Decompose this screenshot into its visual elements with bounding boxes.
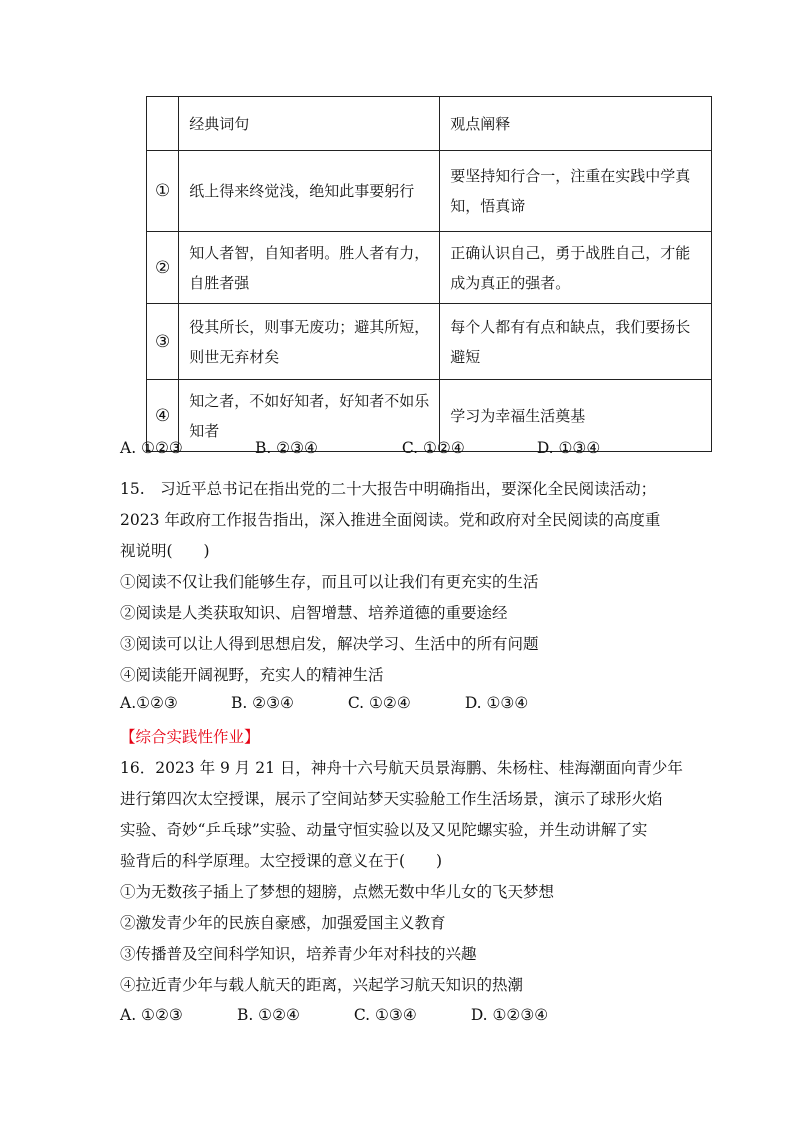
table-row [147,232,712,304]
table-row [147,304,712,380]
option-a[interactable]: A. ①②③ [120,1006,183,1024]
row-view: 每个人都有有点和缺点，我们要扬长避短 [440,304,712,380]
row-number: ② [147,232,179,304]
option-c[interactable]: C. ①②④ [401,439,465,457]
q16-statement: ④拉近青少年与载人航天的距离，兴起学习航天知识的热潮 [120,976,524,994]
row-quote: 知之者，不如好知者，好知者不如乐知者 [179,380,440,452]
q16-stem-line: 实验、奇妙“乒乓球”实验、动量守恒实验以及又见陀螺实验，并生动讲解了实 [120,821,648,839]
q15-options [120,694,528,712]
q15-statement: ①阅读不仅让我们能够生存，而且可以让我们有更充实的生活 [120,573,539,591]
q16-statement: ③传播普及空间科学知识，培养青少年对科技的兴趣 [120,945,477,963]
row-number: ① [147,151,179,232]
option-b[interactable]: B. ①②④ [236,1006,300,1024]
row-quote: 纸上得来终觉浅，绝知此事要躬行 [179,151,440,232]
option-d[interactable]: D. ①②③④ [470,1006,549,1024]
q16-stem-line: 16．2023 年 9 月 21 日，神舟十六号航天员景海鹏、朱杨柱、桂海潮面向青少年 [120,759,683,777]
q15-stem-line: 视说明( ) [120,542,210,560]
row-view: 要坚持知行合一，注重在实践中学真知，悟真谛 [440,151,712,232]
option-c[interactable]: C. ①③④ [353,1006,417,1024]
table-header-row [147,97,712,151]
option-b[interactable]: B. ②③④ [254,439,318,457]
q15-statement: ④阅读能开阔视野，充实人的精神生活 [120,666,384,684]
q15-stem-line: 15. 习近平总书记在指出党的二十大报告中明确指出，要深化全民阅读活动； [120,480,657,498]
table-header-blank [147,97,179,151]
table-header-view: 观点阐释 [440,97,712,151]
q16-statement: ②激发青少年的民族自豪感，加强爱国主义教育 [120,914,446,932]
option-d[interactable]: D. ①③④ [536,439,601,457]
option-b[interactable]: B. ②③④ [230,694,294,712]
row-view: 学习为幸福生活奠基 [440,380,712,452]
q16-statement: ①为无数孩子插上了梦想的翅膀，点燃无数中华儿女的飞天梦想 [120,883,555,901]
row-quote: 役其所长，则事无废功；避其所短，则世无弃材矣 [179,304,440,380]
option-a[interactable]: A. ①②③ [120,439,183,457]
q15-stem-line: 2023 年政府工作报告指出，深入推进全面阅读。党和政府对全民阅读的高度重 [120,511,661,529]
section-title: 【综合实践性作业】 [120,728,260,746]
row-view: 正确认识自己，勇于战胜自己，才能成为真正的强者。 [440,232,712,304]
q16-options [120,1006,548,1024]
option-a[interactable]: A.①②③ [120,694,178,712]
table-header-quote: 经典词句 [179,97,440,151]
row-quote: 知人者智，自知者明。胜人者有力，自胜者强 [179,232,440,304]
q16-stem-line: 验背后的科学原理。太空授课的意义在于( ) [120,852,443,870]
table-row [147,151,712,232]
row-number: ④ [147,380,179,452]
q15-statement: ②阅读是人类获取知识、启智增慧、培养道德的重要途经 [120,604,508,622]
q14-options [120,439,600,457]
q15-statement: ③阅读可以让人得到思想启发，解决学习、生活中的所有问题 [120,635,539,653]
row-number: ③ [147,304,179,380]
option-d[interactable]: D. ①③④ [464,694,529,712]
option-c[interactable]: C. ①②④ [347,694,411,712]
quote-table [146,96,712,452]
q16-stem-line: 进行第四次太空授课，展示了空间站梦天实验舱工作生活场景，演示了球形火焰 [120,790,663,808]
